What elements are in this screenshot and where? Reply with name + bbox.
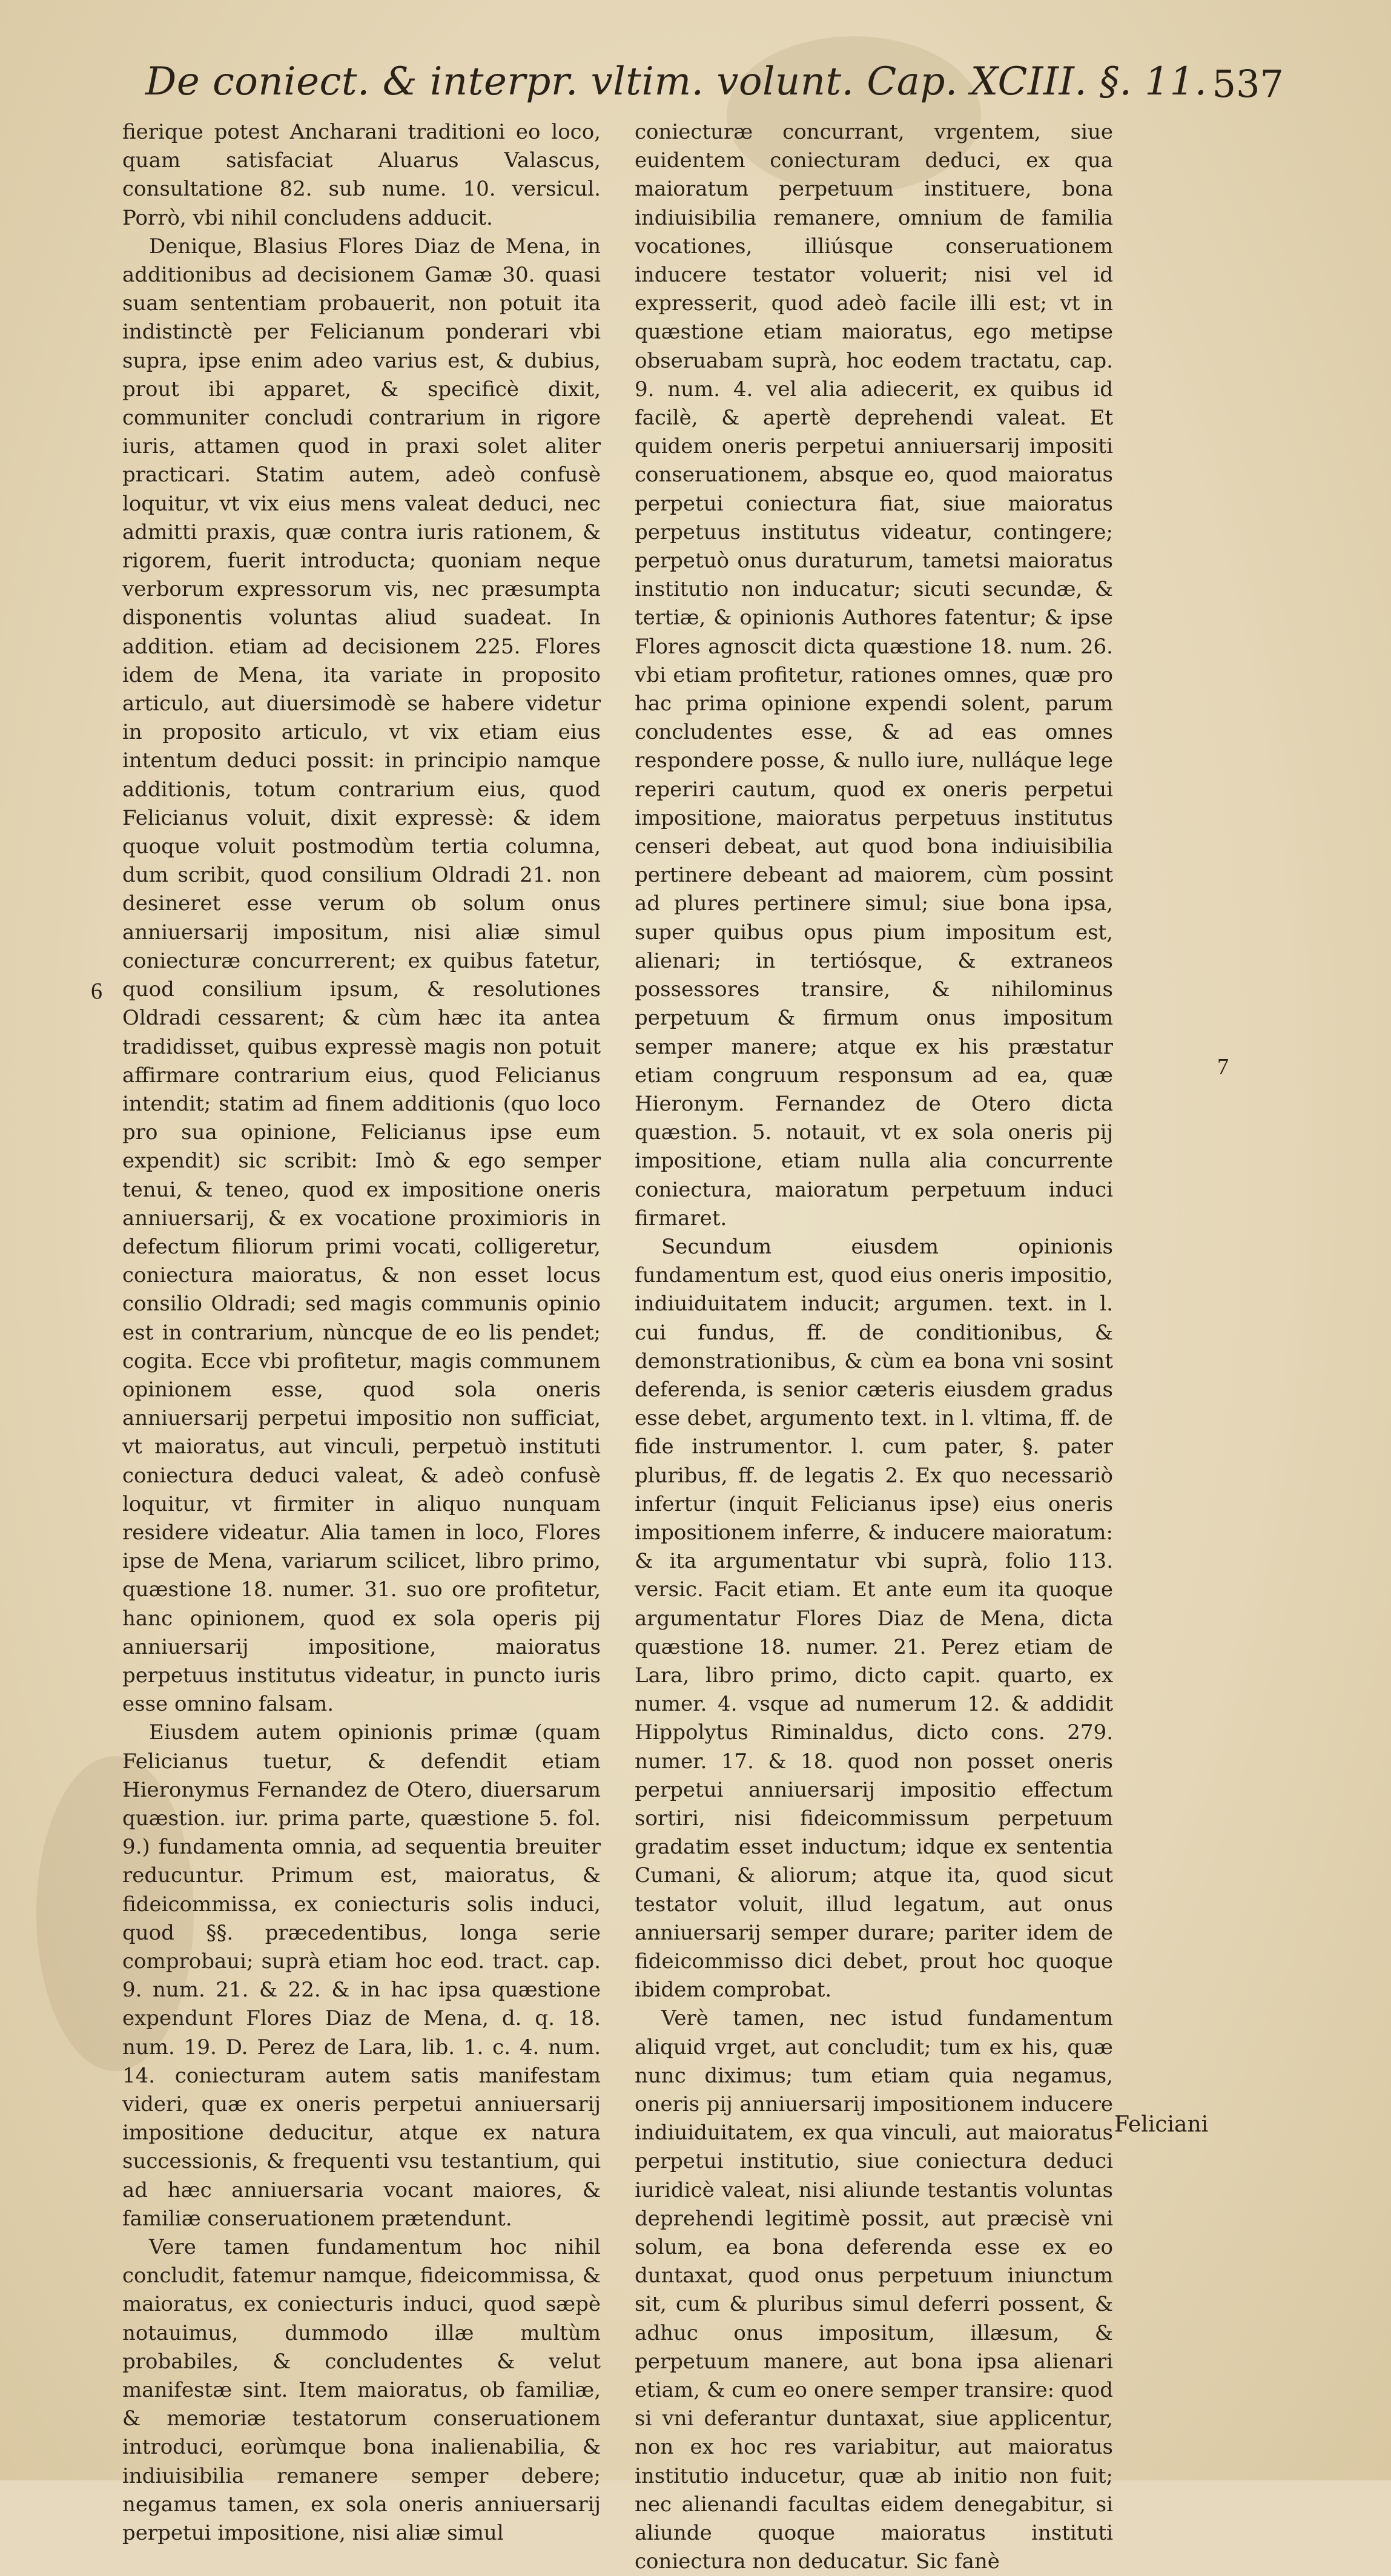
running-title: De coniect. & interpr. vltim. volunt. Cap. XCIII. §. 11. <box>145 59 1208 104</box>
paragraph: Vere tamen fundamentum hoc nihil concludit, fatemur namque, fideicommissa, & maioratus, ex coniecturis induci, quod sæpè notauimus, dummodo illæ multùm probabiles, & concludentes & velut manifestæ sint. Item maioratus, ob familiæ, & memoriæ testatorum conseruationem introduci, eorùmque bona inalienabilia, & indiuisibilia remanere semper debere; negamus tamen, ex sola oneris anniuersarij perpetui impositione, nisi aliæ simul <box>122 2235 601 2546</box>
right-text-column <box>635 118 1113 2574</box>
paragraph: coniecturæ concurrant, vrgentem, siue euidentem coniecturam deduci, ex qua maioratum perpetuum instituere, bona indiuisibilia remanere, omnium de familia vocationes, illiúsque conseruationem inducere testator voluerit; nisi vel id expresserit, quod adeò facile illi est; vt in quæstione etiam maioratus, ego metipse obseruabam suprà, hoc eodem tractatu, cap. 9. num. 4. vel alia adiecerit, ex quibus id facilè, & apertè deprehendi valeat. Et quidem oneris perpetui anniuersarij impositi conseruationem, absque eo, quod maioratus perpetui coniectura fiat, siue maioratus perpetuus institutus videatur, contingere; perpetuò onus duraturum, tametsi maioratus institutio non inducatur; sicuti secundæ, & tertiæ, & opinionis Authores fatentur; & ipse Flores agnoscit dicta quæstione 18. num. 26. vbi etiam profitetur, rationes omnes, quæ pro hac prima opinione expendi solent, parum concludentes esse, & ad eas omnes respondere posse, & nullo iure, nulláque lege reperiri cautum, quod ex oneris perpetui impositione, maioratus perpetuus institutus censeri debeat, aut quod bona indiuisibilia pertinere debeant ad maiorem, cùm possint ad plures pertinere simul; siue bona ipsa, super quibus opus pium impositum est, alienari; in tertiósque, & extraneos possessores transire, & nihilominus perpetuum & firmum onus impositum semper manere; atque ex his præstatur etiam congruum responsum ad ea, quæ Hieronym. Fernandez de Otero dicta quæstion. 5. notauit, vt ex sola oneris pij impositione, etiam nulla alia concurrente coniectura, maioratum perpetuum induci firmaret. <box>635 120 1113 1230</box>
paragraph: Denique, Blasius Flores Diaz de Mena, in additionibus ad decisionem Gamæ 30. quasi suam sententiam probauerit, non potuit ita indistinctè per Felicianum ponderari vbi supra, ipse enim adeo varius est, & dubius, prout ibi apparet, & specificè dixit, communiter concludi contrarium in rigore iuris, attamen quod in praxi solet aliter practicari. Statim autem, adeò confusè loquitur, vt vix eius mens valeat deduci, nec admitti praxis, quæ contra iuris rationem, & rigorem, fuerit introducta; quoniam neque verborum expressorum vis, nec præsumpta disponentis voluntas aliud suadeat. In addition. etiam ad decisionem 225. Flores idem de Mena, ita variate in proposito articulo, aut diuersimodè se habere videtur in proposito articulo, vt vix etiam eius intentum deduci possit: in principio namque additionis, totum contrarium eius, quod Felicianus voluit, dixit expressè: & idem quoque voluit postmodùm tertia columna, dum scribit, quod consilium Oldradi 21. non desineret esse verum ob solum onus anniuersarij impositum, nisi aliæ simul coniecturæ concurrerent; ex quibus fatetur, quod consilium ipsum, & resolutiones Oldradi cessarent; & cùm hæc ita antea tradidisset, quibus expressè magis non potuit affirmare contrarium eius, quod Felicianus intendit; statim ad finem additionis (quo loco pro sua opinione, Felicianus ipse eum expendit) sic scribit: Imò & ego semper tenui, & teneo, quod ex impositione oneris anniuersarij, & ex vocatione proximioris in defectum filiorum primi vocati, colligeretur, coniectura maioratus, & non esset locus consilio Oldradi; sed magis communis opinio est in contrarium, nùncque de eo lis pendet; cogita. Ecce vbi profitetur, magis communem opinionem esse, quod sola oneris anniuersarij perpetui impositio non sufficiat, vt maioratus, aut vinculi, perpetuò instituti coniectura deduci valeat, & adeò confusè loquitur, vt firmiter in aliquo nunquam residere videatur. Alia tamen in loco, Flores ipse de Mena, variarum scilicet, libro primo, quæstione 18. numer. 31. suo ore profitetur, hanc opinionem, quod ex sola operis pij anniuersarij impositione, maioratus perpetuus institutus videatur, in puncto iuris esse omnino falsam. <box>122 234 601 1717</box>
margin-section-number: 6 <box>91 979 102 1004</box>
paragraph: Eiusdem autem opinionis primæ (quam Felicianus tuetur, & defendit etiam Hieronymus Fernandez de Otero, diuersarum quæstion. iur. prima parte, quæstione 5. fol. 9.) fundamenta omnia, ad sequentia breuiter reducuntur. Primum est, maioratus, & fideicommissa, ex coniecturis solis induci, quod §§. præcedentibus, longa serie comprobaui; suprà etiam hoc eod. tract. cap. 9. num. 21. & 22. & in hac ipsa quæstione expendunt Flores Diaz de Mena, d. q. 18. num. 19. D. Perez de Lara, lib. 1. c. 4. num. 14. coniecturam autem satis manifestam videri, quæ ex oneris perpetui anniuersarij impositione deducitur, atque ex natura successionis, & frequenti vsu testantium, qui ad hæc anniuersaria vocant maiores, & familiæ conseruationem prætendunt. <box>122 1720 601 2231</box>
paragraph: Verè tamen, nec istud fundamentum aliquid vrget, aut concludit; tum ex his, quæ nunc diximus; tum etiam quia negamus, oneris pij anniuersarij impositionem inducere indiuiduitatem, ex qua vinculi, aut maioratus perpetui institutio, siue coniectura deduci iuridicè valeat, nisi aliunde testantis voluntas deprehendi legitimè possit, aut præcisè vni solum, ea bona deferenda esse ex eo duntaxat, quod onus perpetuum iniunctum sit, cum & pluribus simul deferri possent, & adhuc onus impositum, illæsum, & perpetuum manere, aut bona ipsa alienari etiam, & cum eo onere semper transire: quod si vni deferantur duntaxat, siue applicentur, non ex hoc res variabitur, aut maioratus institutio inducetur, quæ ab initio non fuit; nec alienandi facultas eidem denegabitur, si aliunde quoque maioratus instituti coniectura non deducatur. Sic fanè <box>635 2006 1113 2574</box>
margin-section-number: 7 <box>1217 1054 1229 1080</box>
catchword: Feliciani <box>1114 2112 1209 2137</box>
left-text-column <box>122 118 601 2546</box>
page-number: 537 <box>1212 62 1284 106</box>
page-header <box>145 59 1284 114</box>
paragraph: Secundum eiusdem opinionis fundamentum est, quod eius oneris impositio, indiuiduitatem inducit; argumen. text. in l. cui fundus, ff. de conditionibus, & demonstrationibus, & cùm ea bona vni sosint deferenda, is senior cæteris eiusdem gradus esse debet, argumento text. in l. vltima, ff. de fide instrumentor. l. cum pater, §. pater pluribus, ff. de legatis 2. Ex quo necessariò infertur (inquit Felicianus ipse) eius oneris impositionem inferre, & inducere maioratum: & ita argumentatur vbi suprà, folio 113. versic. Facit etiam. Et ante eum ita quoque argumentatur Flores Diaz de Mena, dicta quæstione 18. numer. 21. Perez etiam de Lara, libro primo, dicto capit. quarto, ex numer. 4. vsque ad numerum 12. & addidit Hippolytus Riminaldus, dicto cons. 279. numer. 17. & 18. quod non posset oneris perpetui anniuersarij impositio effectum sortiri, nisi fideicommissum perpetuum gradatim esset inductum; idque ex sententia Cumani, & aliorum; atque ita, quod sicut testator voluit, illud legatum, aut onus anniuersarij semper durare; pariter idem de fideicommisso dici debet, prout hoc quoque ibidem comprobat. <box>635 1234 1113 2003</box>
paragraph: fierique potest Ancharani traditioni eo loco, quam satisfaciat Aluarus Valascus, consultatione 82. sub nume. 10. versicul. Porrò, vbi nihil concludens adducit. <box>122 120 601 230</box>
